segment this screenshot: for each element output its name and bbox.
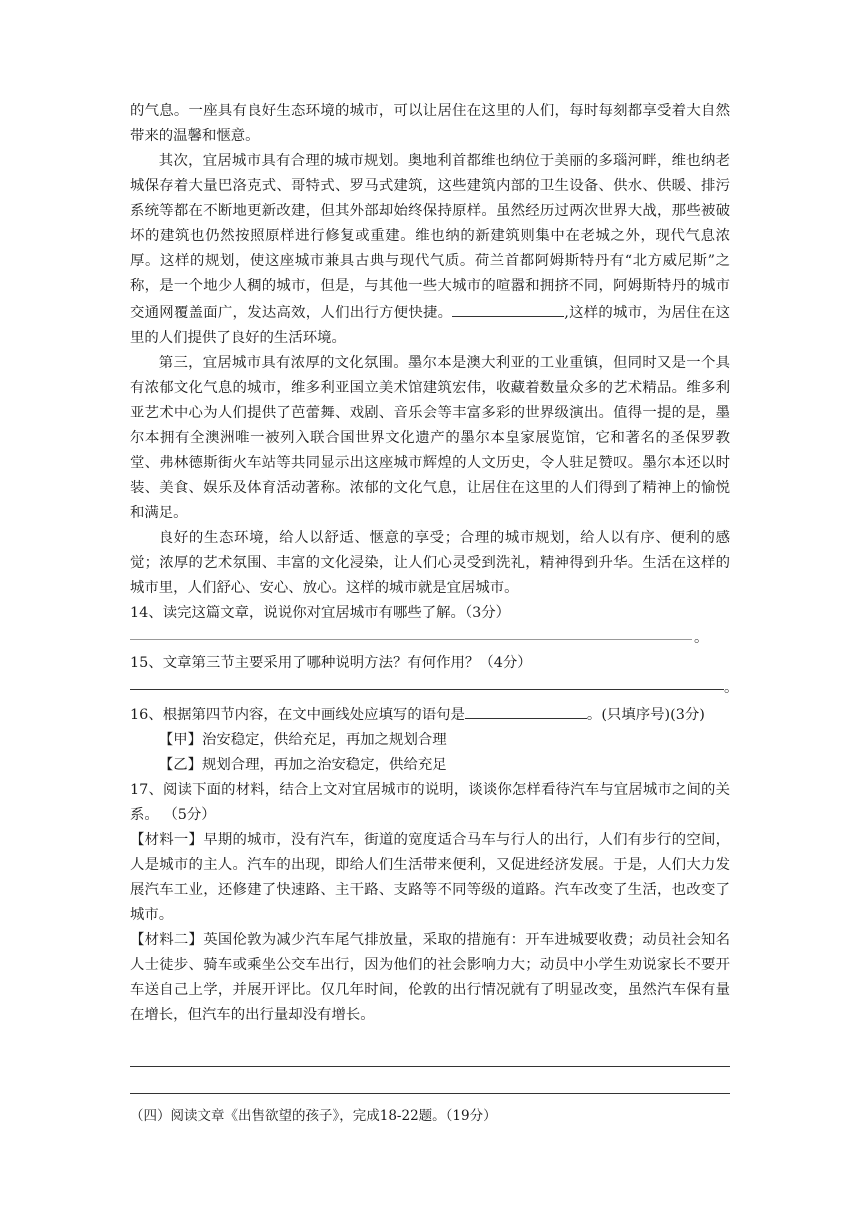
answer-line-q15[interactable] <box>130 676 739 701</box>
material-one: 【材料一】早期的城市，没有汽车，街道的宽度适合马车与行人的出行，人们有步行的空间，人是城市的主人。汽车的出现，即给人们生活带来便利，又促进经济发展。于是，人们大力发展汽车工业，还修建了快速路、主干路、支路等不同等级的道路。汽车改变了生活，也改变了城市。 <box>130 832 730 923</box>
paragraph-culture: 第三，宜居城市具有浓厚的文化氛围。墨尔本是澳大利亚的工业重镇，但同时又是一个具有浓郁文化气息的城市，维多利亚国立美术馆建筑宏伟，收藏着数量众多的艺术精品。维多利亚艺术中心为人们提供了芭蕾舞、戏剧、音乐会等丰富多彩的世界级演出。值得一提的是，墨尔本拥有全澳洲唯一被列入联合国世界文化遗产的墨尔本皇家展览馆，它和著名的圣保罗教堂、弗林德斯街火车站等共同显示出这座城市辉煌的人文历史，令人驻足赞叹。墨尔本还以时装、美食、娱乐及体育活动著称。浓郁的文化气息，让居住在这里的人们得到了精神上的愉悦和满足。 <box>130 355 730 521</box>
question-15: 15、文章第三节主要采用了哪种说明方法？有何作用？（4分） <box>130 655 532 671</box>
section-four-heading: （四）阅读文章《出售欲望的孩子》，完成18-22题。（19分） <box>130 1108 497 1124</box>
paragraph-ecology-end: 的气息。一座具有良好生态环境的城市，可以让居住在这里的人们，每时每刻都享受着大自然带来的温馨和惬意。 <box>130 103 730 144</box>
option-yi: 【乙】规划合理，再加之治安稳定，供给充足 <box>158 757 447 773</box>
question-17: 17、阅读下面的材料，结合上文对宜居城市的说明，谈谈你怎样看待汽车与宜居城市之间的关系。 （5分） <box>130 782 730 823</box>
answer-line-period: 。 <box>724 680 739 696</box>
question-16 <box>130 701 730 728</box>
answer-underline <box>130 639 692 640</box>
planning-text-end: ,这样的城市，为居住在这里的人们提供了良好的生活环境。 <box>130 305 730 346</box>
fill-blank-underline[interactable] <box>465 701 587 719</box>
question-16-text: 16、根据第四节内容，在文中画线处应填写的语句是 <box>130 707 465 723</box>
fill-blank-underline <box>452 299 564 317</box>
material-two: 【材料二】英国伦敦为减少汽车尾气排放量，采取的措施有：开车进城要收费；动员社会知名人士徒步、骑车或乘坐公交车出行，因为他们的社会影响力大；动员中小学生劝说家长不要开车送自己上学，并展开评比。仅几年时间，伦敦的出行情况就有了明显改变，虽然汽车保有量在增长，但汽车的出行量却没有增长。 <box>130 932 730 1023</box>
planning-text: 其次，宜居城市具有合理的城市规划。奥地利首都维也纳位于美丽的多瑙河畔，维也纳老城保存着大量巴洛克式、哥特式、罗马式建筑，这些建筑内部的卫生设备、供水、供暖、排污系统等都在不断地更新改建，但其外部却始终保持原样。虽然经历过两次世界大战，那些被破坏的建筑也仍然按照原样进行修复或重建。维也纳的新建筑则集中在老城之外，现代气息浓厚。这样的规划，使这座城市兼具古典与现代气质。荷兰首都阿姆斯特丹有“北方威尼斯”之称，是一个地少人稠的城市，但是，与其他一些大城市的喧嚣和拥挤不同，阿姆斯特丹的城市交通网覆盖面广，发达高效，人们出行方便快捷。 <box>130 153 730 321</box>
answer-underline <box>130 1040 730 1067</box>
answer-line-period: 。 <box>694 630 709 646</box>
answer-underline <box>130 1067 730 1094</box>
paragraph-city-planning <box>130 149 730 351</box>
question-14: 14、读完这篇文章，说说你对宜居城市有哪些了解。（3分） <box>130 605 511 621</box>
answer-underline <box>130 689 724 690</box>
answer-lines-q17[interactable] <box>130 1040 730 1094</box>
paragraph-conclusion: 良好的生态环境，给人以舒适、惬意的享受；合理的城市规划，给人以有序、便利的感觉；浓厚的艺术氛围、丰富的文化浸染，让人们心灵受到洗礼，精神得到升华。生活在这样的城市里，人们舒心、安心、放心。这样的城市就是宜居城市。 <box>130 530 730 596</box>
question-16-suffix: 。(只填序号)(3分) <box>586 707 705 723</box>
answer-line-q14[interactable] <box>130 626 730 651</box>
option-jia: 【甲】治安稳定，供给充足，再加之规划合理 <box>158 732 447 748</box>
document-page <box>130 99 739 1129</box>
